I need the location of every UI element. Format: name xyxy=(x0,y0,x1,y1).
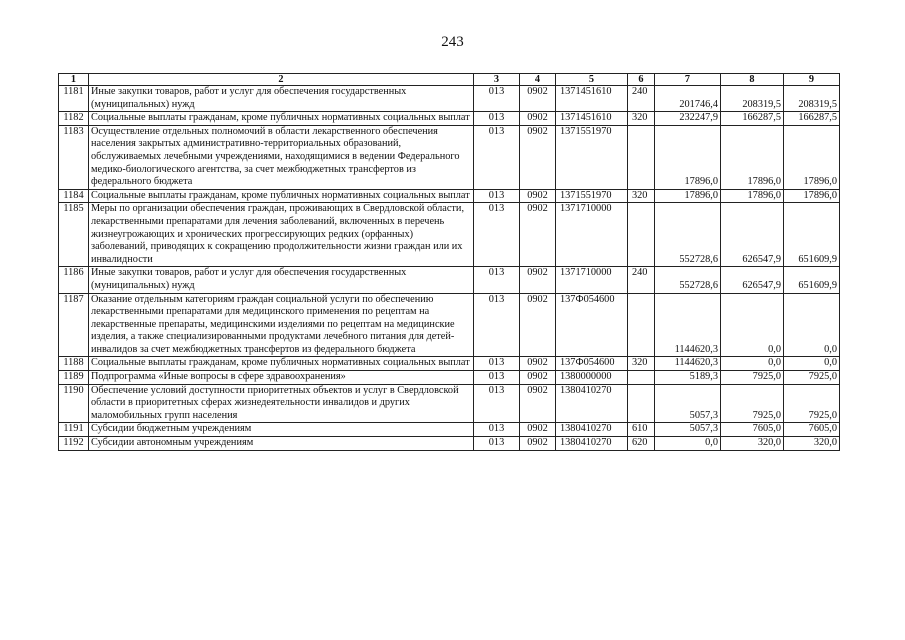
column-header: 1 xyxy=(59,74,89,86)
row-number-cell: 1192 xyxy=(59,437,89,451)
target-code-cell: 1371710000 xyxy=(556,203,628,267)
ministry-code-cell: 013 xyxy=(474,125,520,189)
table-row xyxy=(59,357,840,371)
amount-cell: 7605,0 xyxy=(721,423,784,437)
table-row xyxy=(59,267,840,293)
target-code-cell: 1380410270 xyxy=(556,437,628,451)
row-number-cell: 1189 xyxy=(59,371,89,385)
table-row xyxy=(59,125,840,189)
expense-type-cell: 240 xyxy=(628,86,655,112)
ministry-code-cell: 013 xyxy=(474,293,520,357)
target-code-cell: 1371710000 xyxy=(556,267,628,293)
amount-cell: 201746,4 xyxy=(655,86,721,112)
row-number-cell: 1191 xyxy=(59,423,89,437)
ministry-code-cell: 013 xyxy=(474,423,520,437)
section-code-cell: 0902 xyxy=(520,189,556,203)
amount-cell: 7925,0 xyxy=(784,384,840,423)
ministry-code-cell: 013 xyxy=(474,189,520,203)
expense-type-cell: 320 xyxy=(628,112,655,126)
section-code-cell: 0902 xyxy=(520,437,556,451)
row-number-cell: 1190 xyxy=(59,384,89,423)
table-row xyxy=(59,293,840,357)
ministry-code-cell: 013 xyxy=(474,371,520,385)
expense-type-cell xyxy=(628,125,655,189)
row-name-cell: Социальные выплаты гражданам, кроме публичных нормативных социальных выплат xyxy=(89,189,474,203)
ministry-code-cell: 013 xyxy=(474,357,520,371)
section-code-cell: 0902 xyxy=(520,86,556,112)
row-name-cell: Подпрограмма «Иные вопросы в сфере здравоохранения» xyxy=(89,371,474,385)
amount-cell: 7925,0 xyxy=(721,384,784,423)
column-header: 8 xyxy=(721,74,784,86)
section-code-cell: 0902 xyxy=(520,384,556,423)
table-row xyxy=(59,371,840,385)
ministry-code-cell: 013 xyxy=(474,437,520,451)
column-header: 4 xyxy=(520,74,556,86)
amount-cell: 5189,3 xyxy=(655,371,721,385)
expense-type-cell xyxy=(628,203,655,267)
row-name-cell: Иные закупки товаров, работ и услуг для обеспечения государственных (муниципальных) нужд xyxy=(89,86,474,112)
row-name-cell: Субсидии автономным учреждениям xyxy=(89,437,474,451)
table-row xyxy=(59,384,840,423)
amount-cell: 7925,0 xyxy=(784,371,840,385)
target-code-cell: 137Ф054600 xyxy=(556,293,628,357)
amount-cell: 17896,0 xyxy=(784,125,840,189)
amount-cell: 7605,0 xyxy=(784,423,840,437)
table-row xyxy=(59,112,840,126)
section-code-cell: 0902 xyxy=(520,267,556,293)
amount-cell: 166287,5 xyxy=(784,112,840,126)
row-name-cell: Оказание отдельным категориям граждан социальной услуги по обеспечению лекарственными препаратами для медицинского применения по рецептам на лекарственные препараты, медицинскими изделиями по рецептам на медицинские изделия, а также специализированными продуктами лечебного питания для детей-инвалидов за счет межбюджетных трансфертов из федерального бюджета xyxy=(89,293,474,357)
amount-cell: 17896,0 xyxy=(784,189,840,203)
budget-table xyxy=(58,73,840,451)
amount-cell: 208319,5 xyxy=(784,86,840,112)
table-row xyxy=(59,437,840,451)
amount-cell: 651609,9 xyxy=(784,267,840,293)
expense-type-cell: 320 xyxy=(628,189,655,203)
amount-cell: 552728,6 xyxy=(655,203,721,267)
section-code-cell: 0902 xyxy=(520,203,556,267)
row-number-cell: 1188 xyxy=(59,357,89,371)
column-header: 7 xyxy=(655,74,721,86)
target-code-cell: 1371451610 xyxy=(556,86,628,112)
row-number-cell: 1187 xyxy=(59,293,89,357)
amount-cell: 232247,9 xyxy=(655,112,721,126)
section-code-cell: 0902 xyxy=(520,112,556,126)
section-code-cell: 0902 xyxy=(520,293,556,357)
amount-cell: 626547,9 xyxy=(721,267,784,293)
ministry-code-cell: 013 xyxy=(474,384,520,423)
row-name-cell: Меры по организации обеспечения граждан, проживающих в Свердловской области, лекарственными препаратами для лечения заболеваний, включенных в перечень жизнеугрожающих и хронических прогрессирующих редких (орфанных) заболеваний, приводящих к сокращению продолжительности жизни граждан или их инвалидности xyxy=(89,203,474,267)
target-code-cell: 1380410270 xyxy=(556,423,628,437)
amount-cell: 0,0 xyxy=(655,437,721,451)
amount-cell: 0,0 xyxy=(784,293,840,357)
row-name-cell: Социальные выплаты гражданам, кроме публичных нормативных социальных выплат xyxy=(89,112,474,126)
amount-cell: 17896,0 xyxy=(655,189,721,203)
amount-cell: 0,0 xyxy=(721,357,784,371)
column-header: 2 xyxy=(89,74,474,86)
amount-cell: 552728,6 xyxy=(655,267,721,293)
amount-cell: 651609,9 xyxy=(784,203,840,267)
expense-type-cell: 240 xyxy=(628,267,655,293)
ministry-code-cell: 013 xyxy=(474,112,520,126)
target-code-cell: 137Ф054600 xyxy=(556,357,628,371)
expense-type-cell: 320 xyxy=(628,357,655,371)
expense-type-cell: 610 xyxy=(628,423,655,437)
ministry-code-cell: 013 xyxy=(474,203,520,267)
amount-cell: 208319,5 xyxy=(721,86,784,112)
expense-type-cell xyxy=(628,371,655,385)
expense-type-cell xyxy=(628,384,655,423)
target-code-cell: 1380000000 xyxy=(556,371,628,385)
row-number-cell: 1186 xyxy=(59,267,89,293)
column-header: 9 xyxy=(784,74,840,86)
target-code-cell: 1371451610 xyxy=(556,112,628,126)
section-code-cell: 0902 xyxy=(520,125,556,189)
expense-type-cell xyxy=(628,293,655,357)
amount-cell: 5057,3 xyxy=(655,423,721,437)
table-row xyxy=(59,203,840,267)
amount-cell: 166287,5 xyxy=(721,112,784,126)
amount-cell: 1144620,3 xyxy=(655,293,721,357)
page-number: 243 xyxy=(441,34,464,50)
row-name-cell: Социальные выплаты гражданам, кроме публичных нормативных социальных выплат xyxy=(89,357,474,371)
amount-cell: 0,0 xyxy=(784,357,840,371)
amount-cell: 626547,9 xyxy=(721,203,784,267)
amount-cell: 1144620,3 xyxy=(655,357,721,371)
section-code-cell: 0902 xyxy=(520,423,556,437)
expense-type-cell: 620 xyxy=(628,437,655,451)
amount-cell: 17896,0 xyxy=(721,189,784,203)
ministry-code-cell: 013 xyxy=(474,86,520,112)
amount-cell: 0,0 xyxy=(721,293,784,357)
target-code-cell: 1371551970 xyxy=(556,189,628,203)
row-number-cell: 1181 xyxy=(59,86,89,112)
column-header: 3 xyxy=(474,74,520,86)
row-name-cell: Иные закупки товаров, работ и услуг для обеспечения государственных (муниципальных) нужд xyxy=(89,267,474,293)
table-row xyxy=(59,86,840,112)
amount-cell: 320,0 xyxy=(721,437,784,451)
amount-cell: 7925,0 xyxy=(721,371,784,385)
ministry-code-cell: 013 xyxy=(474,267,520,293)
amount-cell: 5057,3 xyxy=(655,384,721,423)
row-number-cell: 1183 xyxy=(59,125,89,189)
amount-cell: 17896,0 xyxy=(721,125,784,189)
amount-cell: 17896,0 xyxy=(655,125,721,189)
row-name-cell: Субсидии бюджетным учреждениям xyxy=(89,423,474,437)
table-row xyxy=(59,189,840,203)
target-code-cell: 1371551970 xyxy=(556,125,628,189)
target-code-cell: 1380410270 xyxy=(556,384,628,423)
table-row xyxy=(59,423,840,437)
row-number-cell: 1185 xyxy=(59,203,89,267)
section-code-cell: 0902 xyxy=(520,357,556,371)
section-code-cell: 0902 xyxy=(520,371,556,385)
row-name-cell: Осуществление отдельных полномочий в области лекарственного обеспечения населения закрытых административно-территориальных образований, обслуживаемых лечебными учреждениями, находящимися в ведении Федерального медико-биологического агентства, за счет межбюджетных трансфертов из федерального бюджета xyxy=(89,125,474,189)
row-number-cell: 1182 xyxy=(59,112,89,126)
amount-cell: 320,0 xyxy=(784,437,840,451)
row-name-cell: Обеспечение условий доступности приоритетных объектов и услуг в Свердловской области в приоритетных сферах жизнедеятельности инвалидов и других маломобильных групп населения xyxy=(89,384,474,423)
column-header: 5 xyxy=(556,74,628,86)
row-number-cell: 1184 xyxy=(59,189,89,203)
table-header-row xyxy=(59,74,840,86)
column-header: 6 xyxy=(628,74,655,86)
